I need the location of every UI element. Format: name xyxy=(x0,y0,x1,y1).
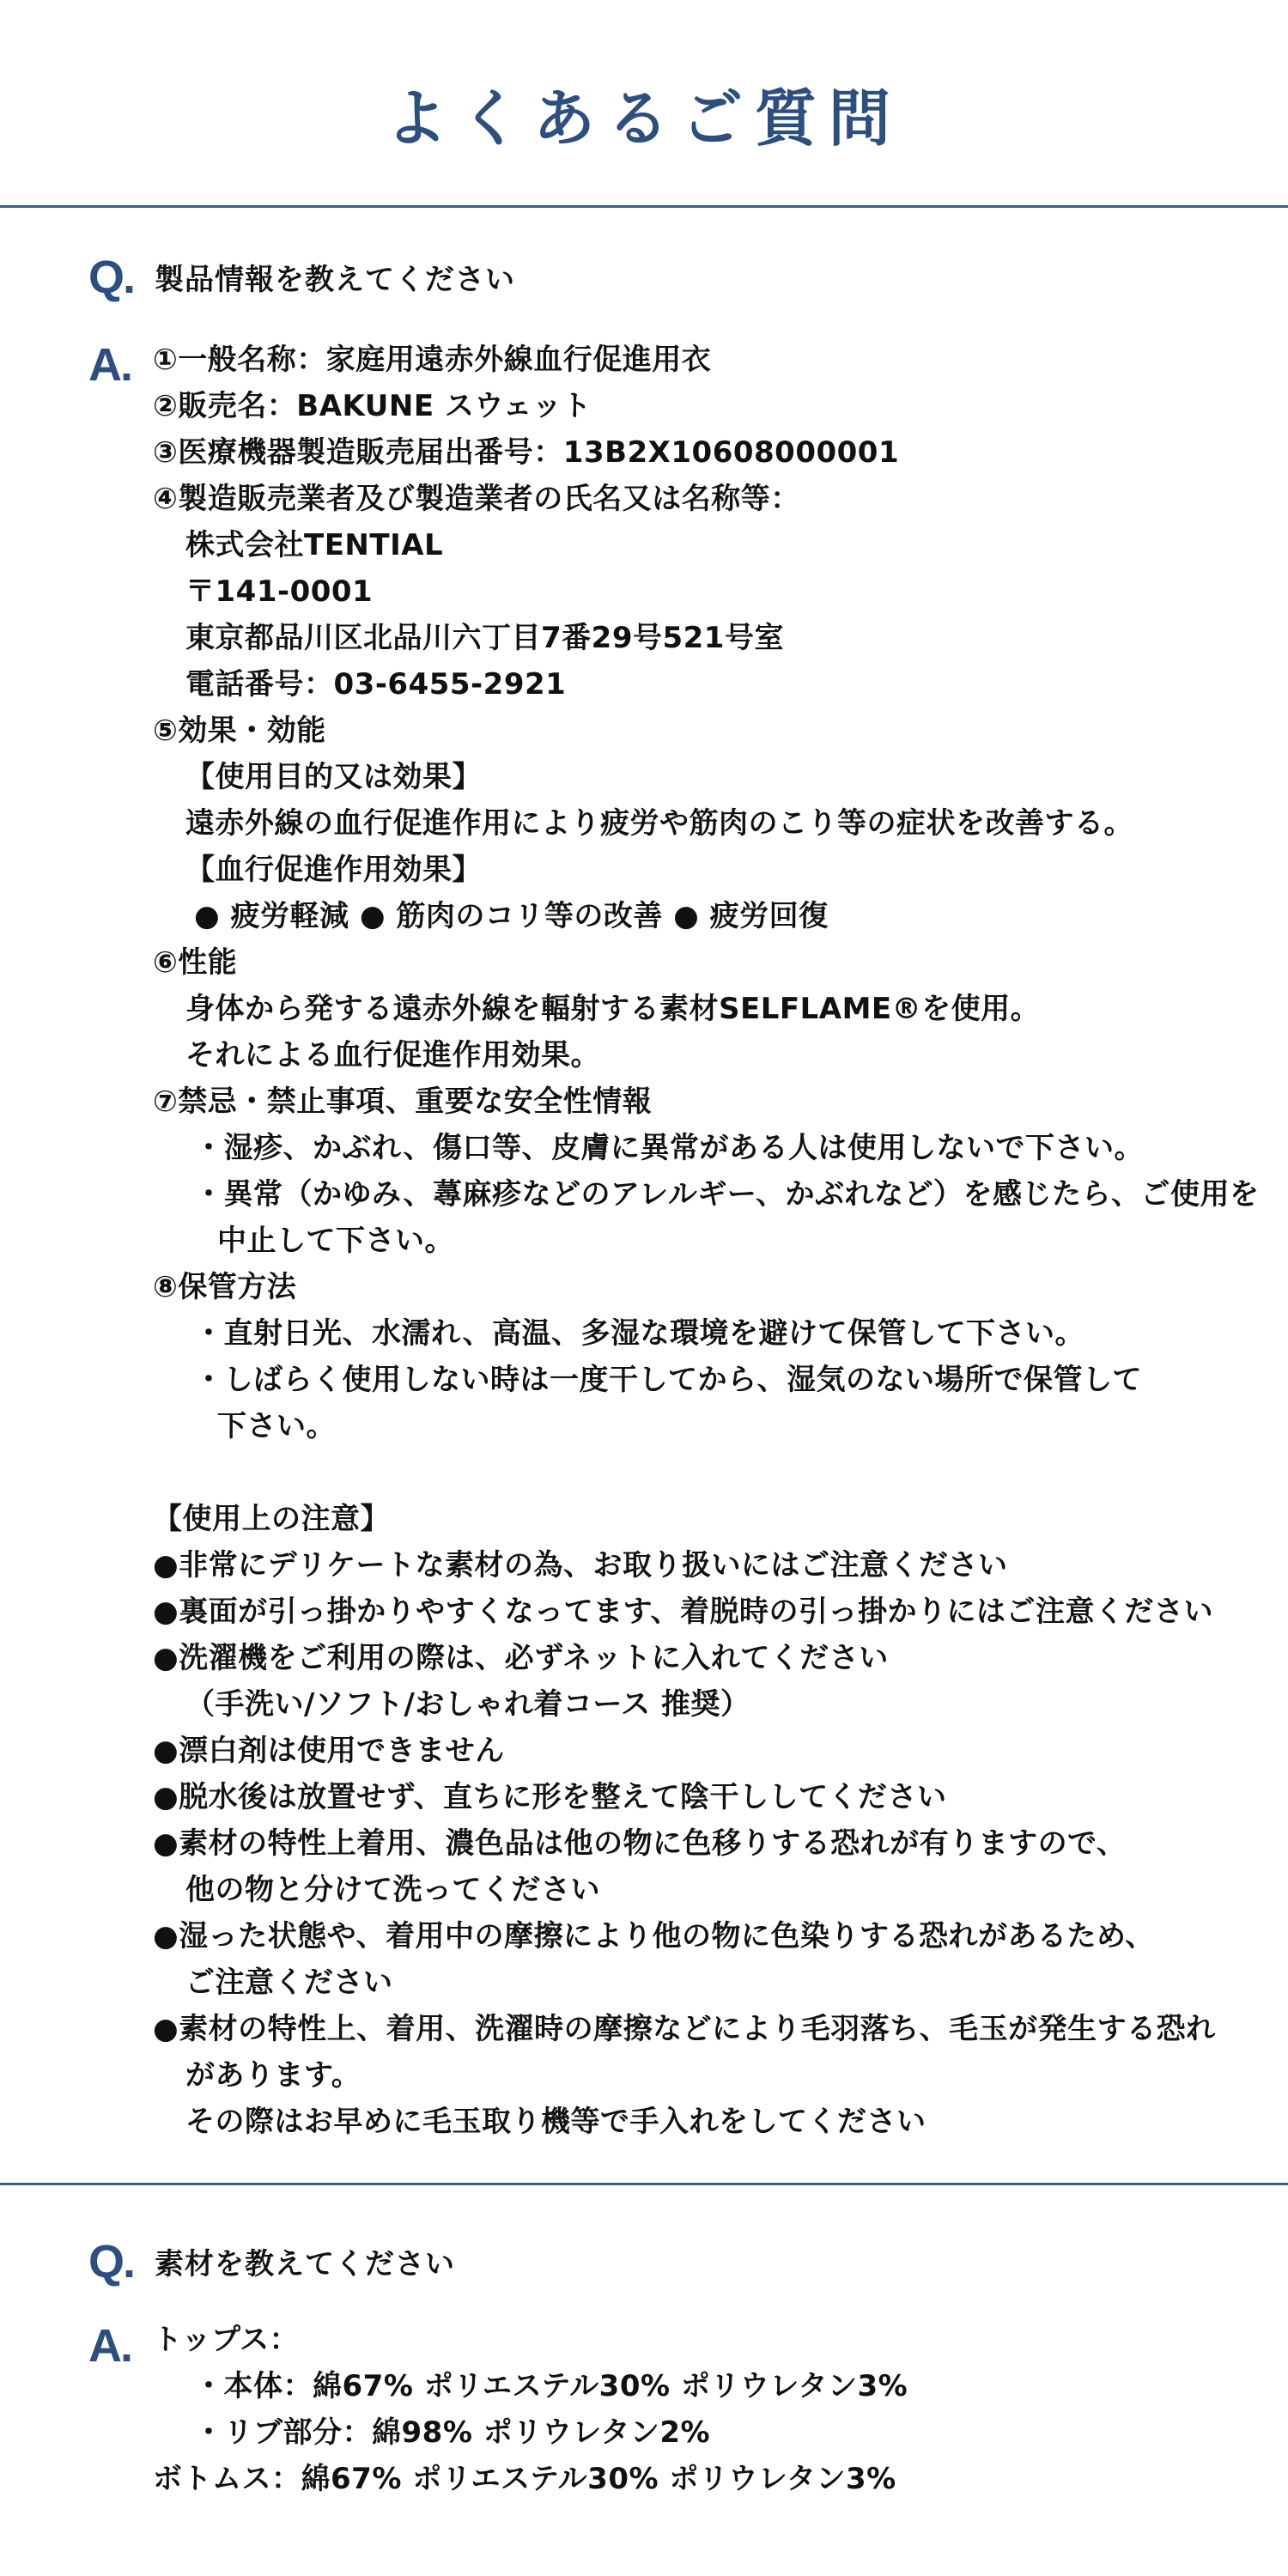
answer-line: ⑦禁忌・禁止事項、重要な安全性情報 xyxy=(153,1084,653,1119)
answer-line: 【使用上の注意】 xyxy=(153,1502,390,1536)
answer-line: ①一般名称：家庭用遠赤外線血行促進用衣 xyxy=(153,343,712,377)
answer-line: ●脱水後は放置せず、直ちに形を整えて陰干ししてください xyxy=(153,1780,947,1814)
answer-line: 〒141-0001 xyxy=(185,574,374,609)
answer-line: ●素材の特性上、着用、洗濯時の摩擦などにより毛羽落ち、毛玉が発生する恐れ xyxy=(153,2012,1216,2046)
answer-line: があります。 xyxy=(185,2058,361,2093)
answer-line: ボトムス：綿67% ポリエステル30% ポリウレタン3% xyxy=(153,2462,896,2496)
answer-line: 東京都品川区北品川六丁目7番29号521号室 xyxy=(185,621,784,655)
answer-line: 【使用目的又は効果】 xyxy=(185,760,482,794)
divider-top xyxy=(0,205,1288,208)
answer-line: ご注意ください xyxy=(185,1965,393,2000)
page-title: よくあるご質問 xyxy=(385,82,902,155)
answer-label: A. xyxy=(88,2320,131,2372)
answer-line: ⑤効果・効能 xyxy=(153,714,326,748)
answer-line: それによる血行促進作用効果。 xyxy=(185,1038,600,1072)
answer-line: ・本体：綿67% ポリエステル30% ポリウレタン3% xyxy=(194,2369,908,2403)
answer-line: 中止して下さい。 xyxy=(217,1224,454,1258)
question-label: Q. xyxy=(88,2236,135,2287)
question-text: 製品情報を教えてください xyxy=(155,263,515,297)
answer-label: A. xyxy=(88,339,131,391)
answer-line: ②販売名：BAKUNE スウェット xyxy=(153,389,592,423)
answer-line: ・異常（かゆみ、蕁麻疹などのアレルギー、かぶれなど）を感じたら、ご使用を xyxy=(194,1177,1260,1212)
question-text: 素材を教えてください xyxy=(155,2247,455,2281)
answer-line: その際はお早めに毛玉取り機等で手入れをしてください xyxy=(185,2105,927,2139)
answer-line: ●漂白剤は使用できません xyxy=(153,1734,505,1768)
answer-body xyxy=(153,2317,1235,2502)
answer-line: 【血行促進作用効果】 xyxy=(185,853,482,887)
divider-middle xyxy=(0,2183,1288,2185)
answer-body xyxy=(153,337,1260,2145)
answer-line: 電話番号：03-6455-2921 xyxy=(185,667,567,702)
answer-line: ● 疲労軽減 ● 筋肉のコリ等の改善 ● 疲労回復 xyxy=(194,899,829,933)
answer-line: ●洗濯機をご利用の際は、必ずネットに入れてください xyxy=(153,1641,889,1675)
answer-line: 下さい。 xyxy=(217,1409,336,1443)
answer-line: 他の物と分けて洗ってください xyxy=(185,1873,600,1907)
answer-line: ・湿疹、かぶれ、傷口等、皮膚に異常がある人は使用しないで下さい。 xyxy=(194,1131,1145,1165)
answer-line: 身体から発する遠赤外線を輻射する素材SELFLAME®を使用。 xyxy=(185,992,1041,1026)
answer-line: トップス： xyxy=(153,2323,300,2357)
blank-line xyxy=(153,1449,1235,1496)
answer-line: ●素材の特性上着用、濃色品は他の物に色移りする恐れが有りますので、 xyxy=(153,1826,1127,1861)
answer-line: ●裏面が引っ掛かりやすくなってます、着脱時の引っ掛かりにはご注意ください xyxy=(153,1595,1213,1629)
answer-line: ●非常にデリケートな素材の為、お取り扱いにはご注意ください xyxy=(153,1548,1008,1583)
answer-line: ・直射日光、水濡れ、高温、多湿な環境を避けて保管して下さい。 xyxy=(194,1316,1085,1351)
question-label: Q. xyxy=(88,252,135,303)
answer-line: ③医療機器製造販売届出番号：13B2X10608000001 xyxy=(153,435,900,470)
answer-line: ④製造販売業者及び製造業者の氏名又は名称等： xyxy=(153,482,800,516)
answer-line: ⑥性能 xyxy=(153,945,238,980)
answer-line: 遠赤外線の血行促進作用により疲労や筋肉のこり等の症状を改善する。 xyxy=(185,806,1133,841)
answer-line: ⑧保管方法 xyxy=(153,1270,297,1304)
answer-line: 株式会社TENTIAL xyxy=(185,528,444,562)
answer-line: ・リブ部分：綿98% ポリウレタン2% xyxy=(194,2415,711,2450)
answer-line: （手洗い/ソフト/おしゃれ着コース 推奨） xyxy=(185,1687,750,1722)
answer-line: ●湿った状態や、着用中の摩擦により他の物に色染りする恐れがあるため、 xyxy=(153,1919,1155,1953)
answer-line: ・しばらく使用しない時は一度干してから、湿気のない場所で保管して xyxy=(194,1363,1142,1397)
